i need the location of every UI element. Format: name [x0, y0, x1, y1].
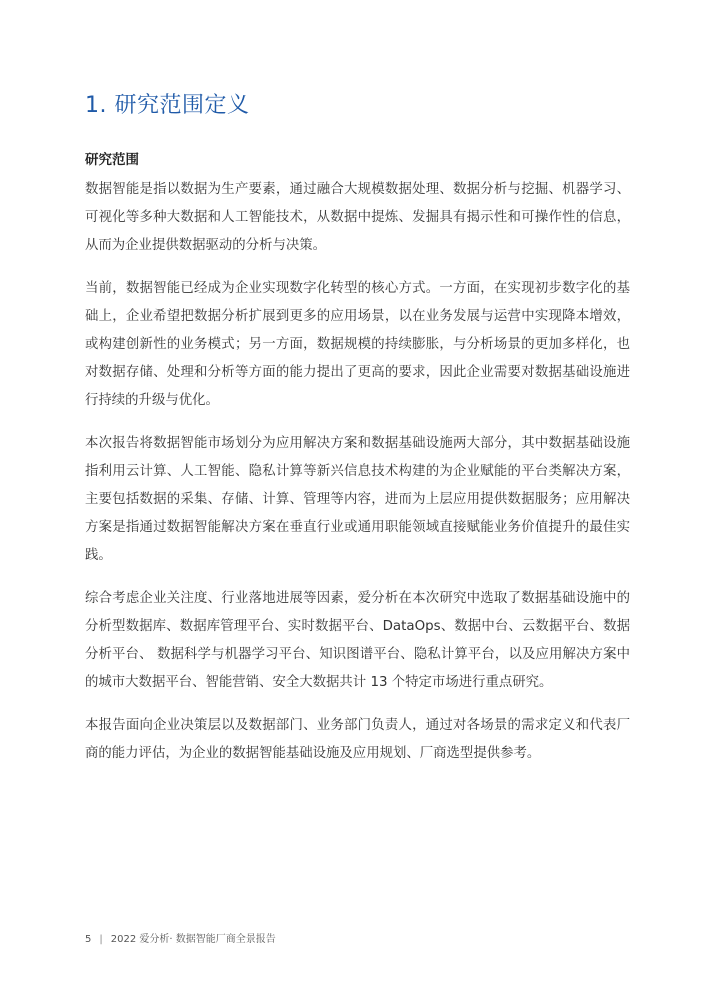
paragraph-4: 综合考虑企业关注度、行业落地进展等因素，爱分析在本次研究中选取了数据基础设施中的分析型数据库、数据库管理平台、实时数据平台、DataOps、数据中台、云数据平台、数据分析平台、 数据科学与机器学习平台、知识图谱平台、隐私计算平台，以及应用解决方案中的城市大数据平台、智能营销、安全大数据共计 13 个特定市场进行重点研究。 — [85, 591, 630, 690]
section-title: 1. 研究范围定义 — [85, 93, 250, 118]
subsection-heading: 研究范围 — [85, 152, 139, 168]
page-number: 5 — [85, 934, 92, 945]
footer-separator: | — [99, 934, 103, 945]
page-footer — [85, 930, 276, 945]
body-text — [85, 176, 630, 783]
report-title: 2022 爱分析· 数据智能厂商全景报告 — [110, 934, 276, 945]
paragraph-1: 数据智能是指以数据为生产要素，通过融合大规模数据处理、数据分析与挖掘、机器学习、可视化等多种大数据和人工智能技术，从数据中提炼、发掘具有揭示性和可操作性的信息，从而为企业提供数据驱动的分析与决策。 — [85, 182, 630, 253]
paragraph-5: 本报告面向企业决策层以及数据部门、业务部门负责人，通过对各场景的需求定义和代表厂商的能力评估，为企业的数据智能基础设施及应用规划、厂商选型提供参考。 — [85, 718, 630, 761]
paragraph-2: 当前，数据智能已经成为企业实现数字化转型的核心方式。一方面，在实现初步数字化的基础上，企业希望把数据分析扩展到更多的应用场景，以在业务发展与运营中实现降本增效，或构建创新性的业务模式；另一方面，数据规模的持续膨胀，与分析场景的更加多样化，也对数据存储、处理和分析等方面的能力提出了更高的要求，因此企业需要对数据基础设施进行持续的升级与优化。 — [85, 281, 630, 408]
paragraph-3: 本次报告将数据智能市场划分为应用解决方案和数据基础设施两大部分，其中数据基础设施指利用云计算、人工智能、隐私计算等新兴信息技术构建的为企业赋能的平台类解决方案，主要包括数据的采集、存储、计算、管理等内容，进而为上层应用提供数据服务；应用解决方案是指通过数据智能解决方案在垂直行业或通用职能领域直接赋能业务价值提升的最佳实践。 — [85, 436, 630, 563]
